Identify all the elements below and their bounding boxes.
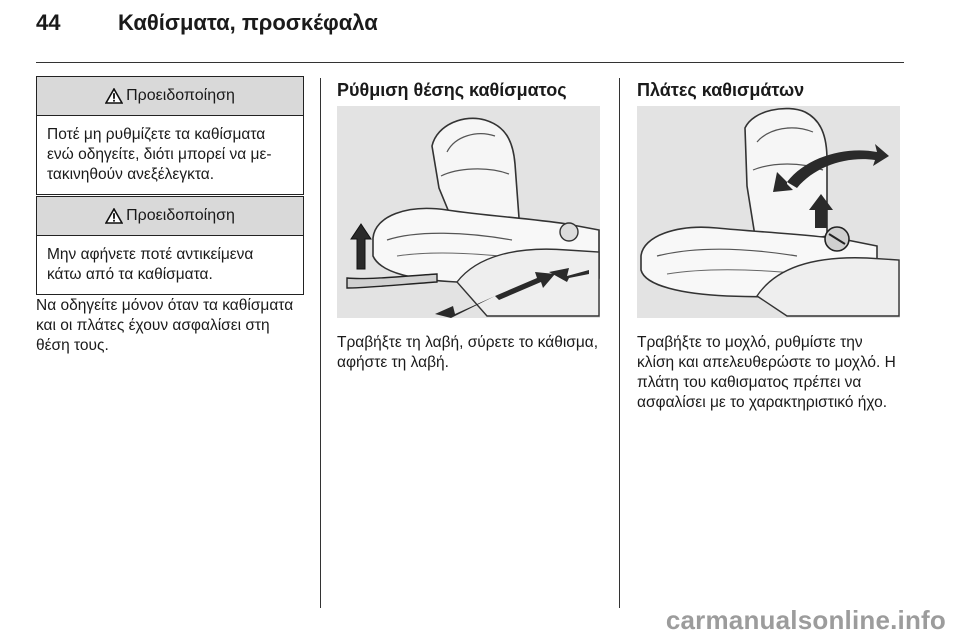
warning-triangle-icon — [105, 88, 123, 104]
text-line: θέση τους. — [36, 337, 109, 354]
text-line: πλάτη του καθισματος πρέπει να — [637, 374, 862, 391]
warning-header — [37, 77, 303, 116]
warning-text — [37, 116, 303, 194]
warning-triangle-icon — [105, 208, 123, 224]
warning-header — [37, 197, 303, 236]
watermark: carmanualsonline.info — [665, 605, 946, 635]
text-line: Ποτέ μη ρυθμίζετε τα καθίσματα — [47, 126, 266, 143]
page-header — [36, 10, 378, 50]
page-number: 44 — [36, 10, 61, 35]
text-line: Τραβήξτε τη λαβή, σύρετε το κάθισμα, — [337, 334, 599, 351]
column-divider — [619, 78, 620, 608]
seat-slide-illustration — [337, 106, 600, 318]
caption-backrests — [637, 333, 907, 413]
text-line: ενώ οδηγείτε, διότι μπορεί να με- — [47, 146, 272, 163]
body-paragraph — [36, 296, 306, 356]
warning-box-2 — [36, 196, 304, 295]
text-line: αφήστε τη λαβή. — [337, 354, 449, 371]
page-title: Καθίσματα, προσκέφαλα — [118, 10, 378, 35]
header-rule — [36, 62, 904, 63]
seat-backrest-drawing — [637, 106, 900, 318]
warning-heading: Προειδοποίηση — [126, 87, 235, 104]
text-line: κάτω από τα καθίσματα. — [47, 266, 213, 283]
text-line: ασφαλίσει με το χαρακτηριστικό ήχο. — [637, 394, 888, 411]
text-line: Να οδηγείτε μόνον όταν τα καθίσματα — [36, 297, 294, 314]
section-title-seat-position: Ρύθμιση θέσης καθίσματος — [337, 80, 567, 100]
warning-heading: Προειδοποίηση — [126, 207, 235, 224]
caption-seat-position — [337, 333, 607, 373]
seat-backrest-illustration — [637, 106, 900, 318]
text-line: και οι πλάτες έχουν ασφαλίσει στη — [36, 317, 270, 334]
text-line: κλίση και απελευθερώστε το μοχλό. Η — [637, 354, 896, 371]
seat-slide-drawing — [337, 106, 600, 318]
text-line: τακινηθούν ανεξέλεγκτα. — [47, 166, 215, 183]
text-line: Μην αφήνετε ποτέ αντικείμενα — [47, 246, 254, 263]
warning-text — [37, 236, 303, 294]
warning-box-1 — [36, 76, 304, 195]
section-title-backrests: Πλάτες καθισμάτων — [637, 80, 805, 100]
text-line: Τραβήξτε το μοχλό, ρυθμίστε την — [637, 334, 863, 351]
column-divider — [320, 78, 321, 608]
